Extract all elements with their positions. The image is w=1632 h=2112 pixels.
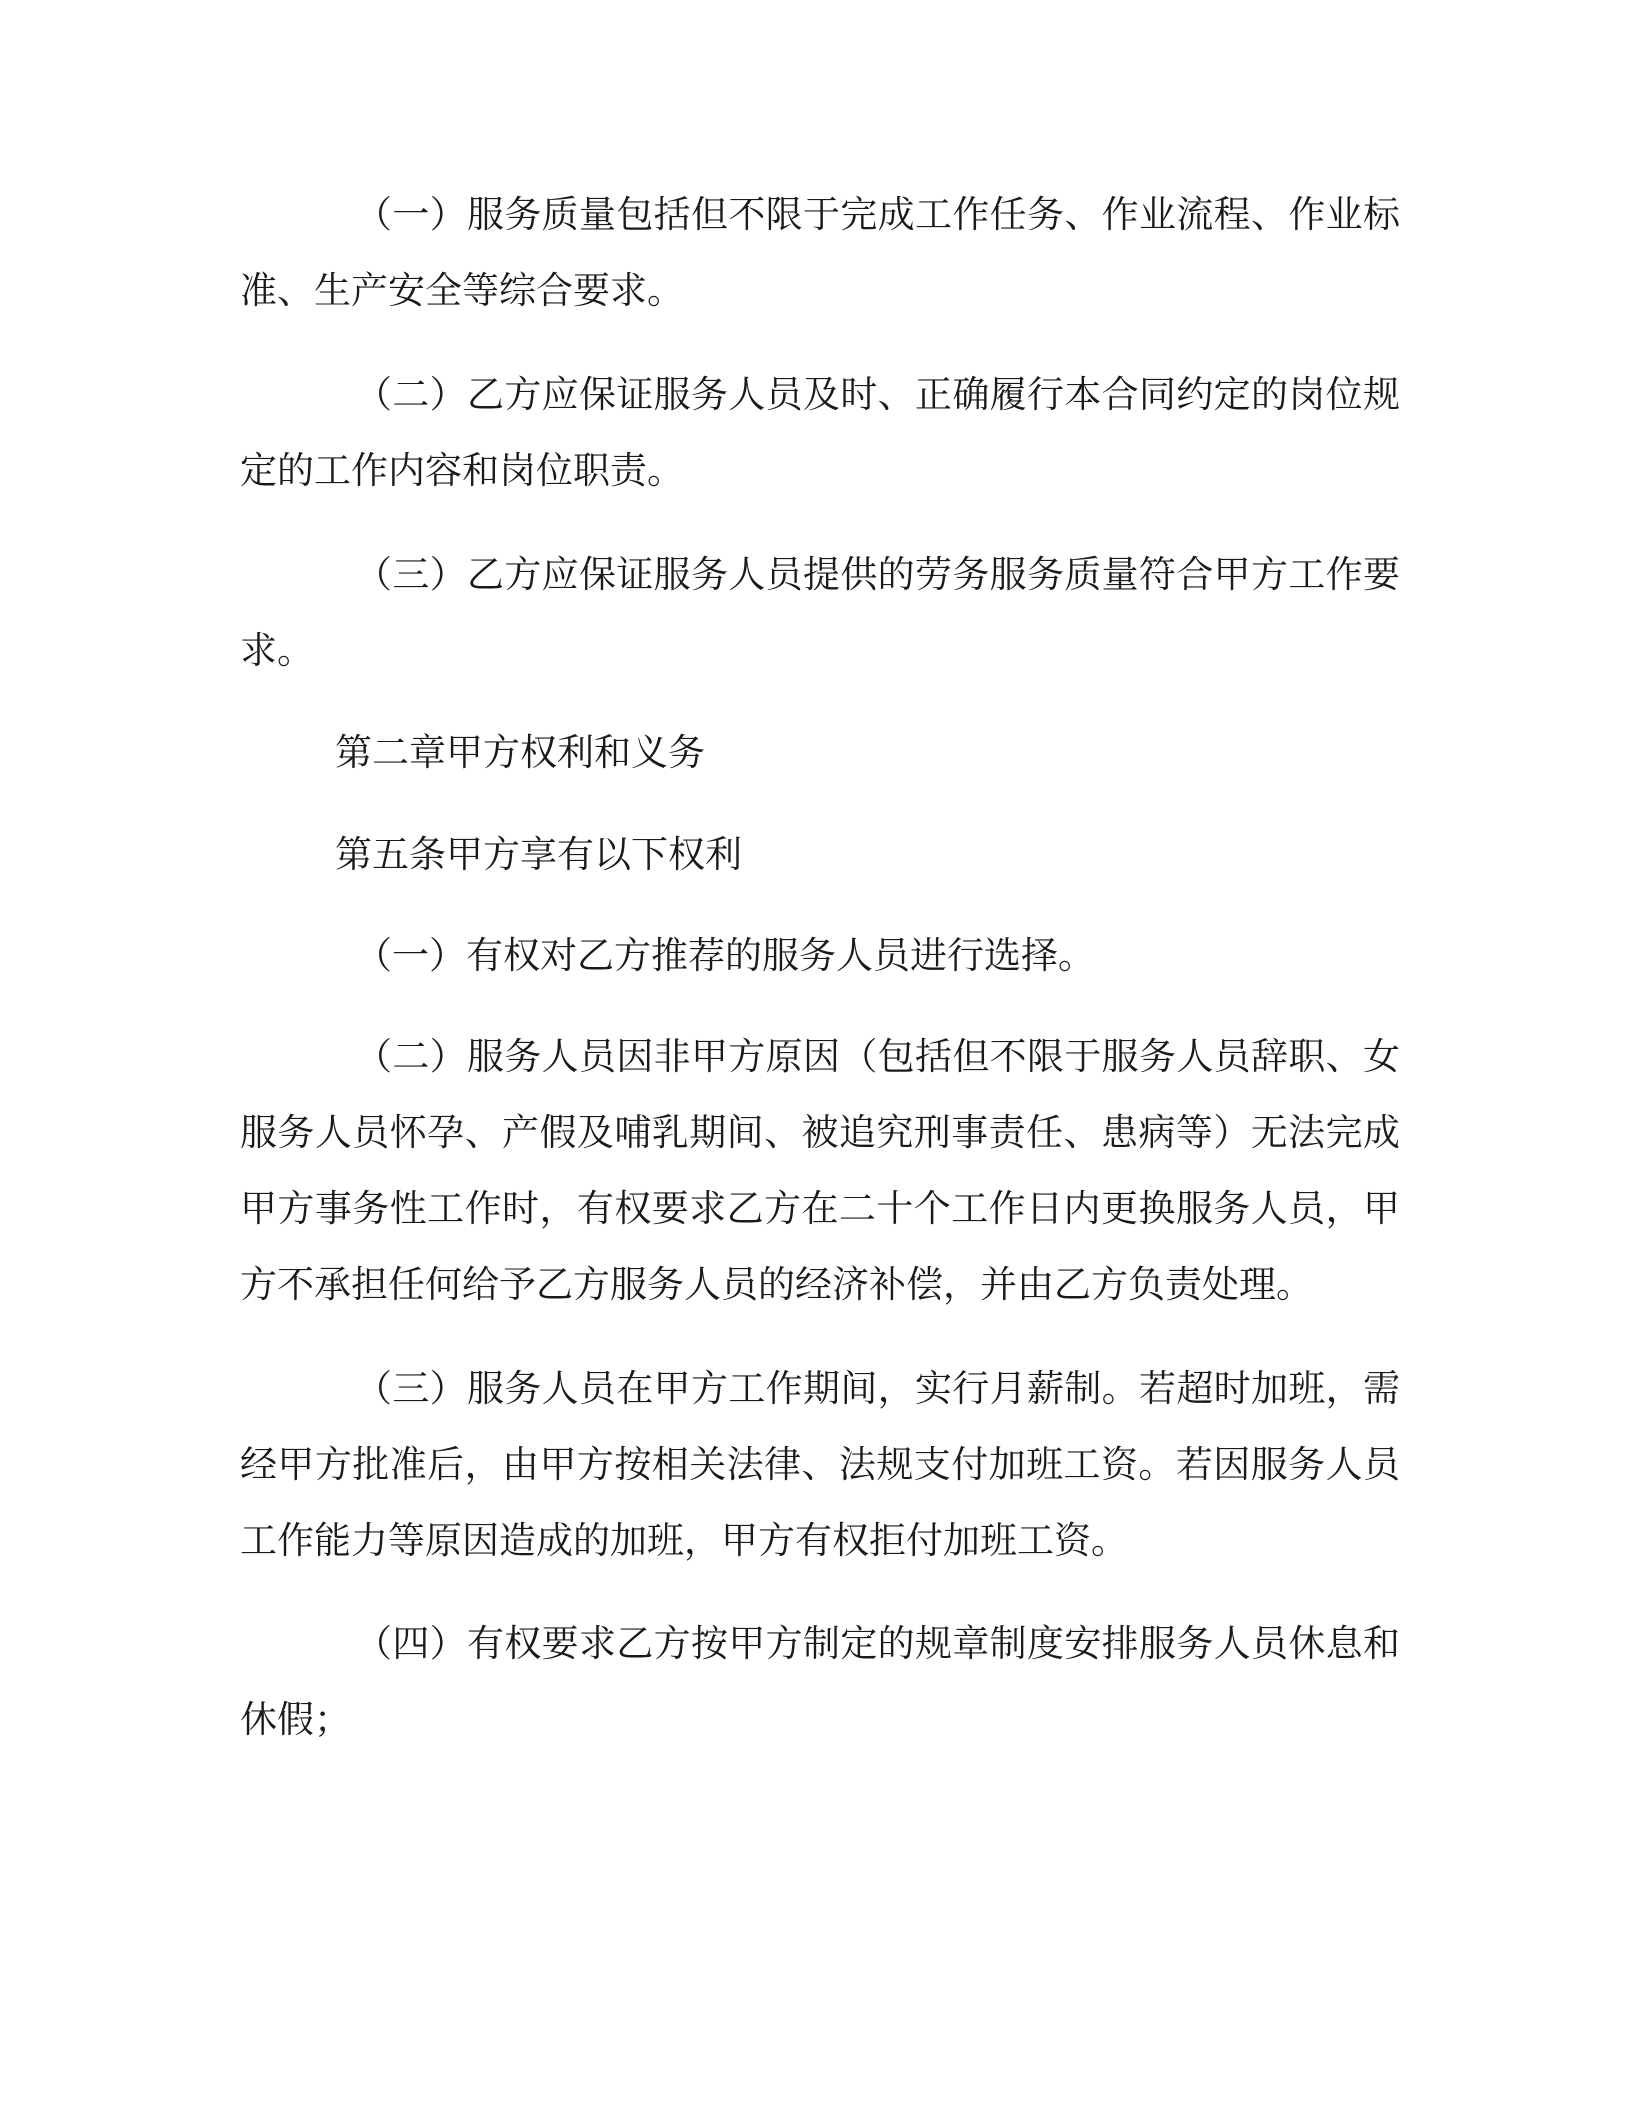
clause-paragraph-select-staff: （一）有权对乙方推荐的服务人员进行选择。 [355, 934, 1095, 977]
clause-paragraph-job-duties: （二）乙方应保证服务人员及时、正确履行本合同约定的岗位规定的工作内容和岗位职责。 [240, 373, 1400, 492]
clause-paragraph-overtime: （三）服务人员在甲方工作期间，实行月薪制。若超时加班，需经甲方批准后，由甲方按相关法律、法规支付加班工资。若因服务人员工作能力等原因造成的加班，甲方有权拒付加班工资。 [240, 1367, 1400, 1562]
chapter-heading: 第二章甲方权利和义务 [335, 731, 705, 774]
clause-paragraph-service-quality: （一）服务质量包括但不限于完成工作任务、作业流程、作业标准、生产安全等综合要求。 [240, 193, 1400, 312]
clause-paragraph-rest-leave: （四）有权要求乙方按甲方制定的规章制度安排服务人员休息和休假； [240, 1622, 1400, 1741]
clause-paragraph-replace-staff: （二）服务人员因非甲方原因（包括但不限于服务人员辞职、女服务人员怀孕、产假及哺乳期间、被追究刑事责任、患病等）无法完成甲方事务性工作时，有权要求乙方在二十个工作日内更换服务人员，甲方不承担任何给予乙方服务人员的经济补偿，并由乙方负责处理。 [240, 1035, 1400, 1306]
clause-paragraph-quality-requirement: （三）乙方应保证服务人员提供的劳务服务质量符合甲方工作要求。 [240, 553, 1400, 672]
article-heading: 第五条甲方享有以下权利 [335, 833, 742, 876]
